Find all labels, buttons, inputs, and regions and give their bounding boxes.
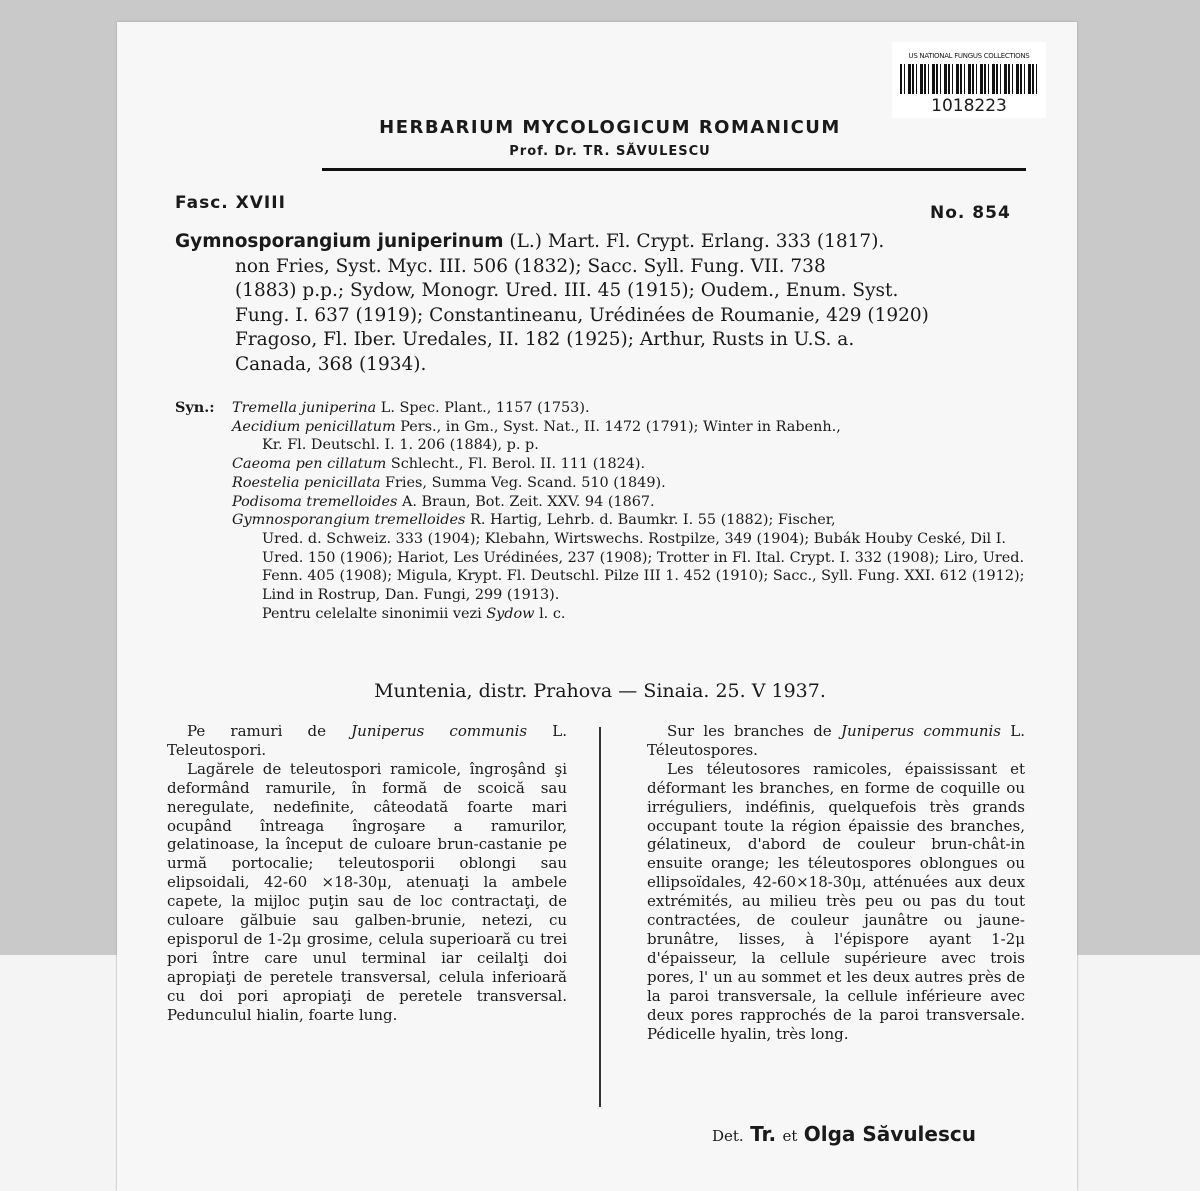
locality: Muntenia, distr. Prahova — Sinaia. 25. V 1937. xyxy=(374,680,826,702)
specimen-number: No. 854 xyxy=(930,203,1011,223)
synonym-ref: Fries, Summa Veg. Scand. 510 (1849). xyxy=(385,474,666,491)
stage: Téleutospores. xyxy=(647,740,758,759)
synonym-name: Caeoma pen cillatum xyxy=(232,456,387,473)
synonym-name: Roestelia penicillata xyxy=(232,474,381,491)
det-label: Det. xyxy=(712,1127,744,1145)
taxon-line: Fung. I. 637 (1919); Constantineanu, Urédinées de Roumanie, 429 (1920) xyxy=(235,304,929,326)
synonym-name: Aecidium penicillatum xyxy=(232,418,396,435)
synonyms-label: Syn.: xyxy=(175,399,215,416)
synonym-ref: Schlecht., Fl. Berol. II. 111 (1824). xyxy=(390,456,646,473)
taxon-line: Canada, 368 (1934). xyxy=(235,353,427,375)
barcode-number: 1018223 xyxy=(931,96,1007,116)
barcode-icon xyxy=(900,64,1038,94)
synonym-name: Tremella juniperina xyxy=(232,400,377,416)
synonym-name: Sydow xyxy=(486,605,535,622)
synonym-entry xyxy=(232,418,1027,437)
synonym-ref: A. Braun, Bot. Zeit. XXV. 94 (1867. xyxy=(401,493,655,510)
taxon-block xyxy=(175,230,1027,377)
synonym-name: Podisoma tremelloides xyxy=(232,493,398,510)
barcode-sticker xyxy=(892,42,1046,118)
synonym-ref: Pers., in Gm., Syst. Nat., II. 1472 (1791); Winter in Rabenh., xyxy=(400,418,841,435)
herbarium-subtitle: Prof. Dr. TR. SĂVULESCU xyxy=(509,144,711,159)
herbarium-title: HERBARIUM MYCOLOGICUM ROMANICUM xyxy=(379,117,841,138)
host-author: L. xyxy=(1010,722,1025,740)
determiner xyxy=(712,1122,976,1146)
synonym-ref: l. c. xyxy=(539,605,566,622)
host-name: Juniperus communis xyxy=(840,722,1002,740)
host-author: L. xyxy=(552,722,567,740)
barcode-title: US NATIONAL FUNGUS COLLECTIONS xyxy=(908,52,1030,60)
taxon-line: Fragoso, Fl. Iber. Uredales, II. 182 (1925); Arthur, Rusts in U.S. a. xyxy=(235,329,855,350)
synonym-note xyxy=(232,605,1027,624)
synonym-continuation: Kr. Fl. Deutschl. I. 1. 206 (1884), p. p. xyxy=(262,437,539,454)
synonym-continuation: Ured. d. Schweiz. 333 (1904); Klebahn, Wirtswechs. Rostpilze, 349 (1904); Bubák Houby Ceské, Dil I. Ured. 150 (1906); Hariot, Les Urédinées, 237 (1908); Trotter in Fl. Ital. Crypt. I. 332 (1908); Liro, Ured. Fenn. 405 (1908); Migula, Krypt. Fl. Deutschl. Pilze III 1. 452 (1910); Sacc., Syll. Fung. XXI. 612 (1912); Lind in Rostrup, Dan. Fungi, 299 (1913). xyxy=(262,530,1025,604)
stage: Teleutospori. xyxy=(167,740,267,759)
host-line xyxy=(647,722,1025,760)
host-line xyxy=(167,722,567,760)
synonym-ref: Pentru celelalte sinonimii vezi xyxy=(262,605,482,622)
synonym-entry xyxy=(232,493,1027,512)
taxon-line: non Fries, Syst. Myc. III. 506 (1832); Sacc. Syll. Fung. VII. 738 xyxy=(235,255,826,277)
host-intro: Sur les branches de xyxy=(667,722,832,740)
synonym-entry xyxy=(232,455,1027,474)
taxon-author: (L.) Mart. Fl. Crypt. Erlang. 333 (1817). xyxy=(509,231,885,252)
synonym-ref: R. Hartig, Lehrb. d. Baumkr. I. 55 (1882); Fischer, xyxy=(470,512,836,529)
det-name: Olga Săvulescu xyxy=(803,1122,976,1146)
french-description xyxy=(647,722,1025,1043)
det-et: et xyxy=(782,1127,798,1145)
synonym-entry xyxy=(232,399,1027,418)
taxon-line: (1883) p.p.; Sydow, Monogr. Ured. III. 45 (1915); Oudem., Enum. Syst. xyxy=(235,280,899,301)
host-intro: Pe ramuri de xyxy=(187,722,327,740)
host-name: Juniperus communis xyxy=(351,722,528,740)
column-divider xyxy=(599,727,601,1107)
header-rule xyxy=(322,168,1026,171)
description-text: Les téleutosores ramicoles, épaississant et déformant les branches, en forme de coquille ou irréguliers, indéfinis, quelquefois très grands occupant toute la région épaissie des branches, gélatineux, d'abord de couleur brun-chât-in ensuite orange; les téleutospores oblongues ou ellipsoïdales, 42-60×18-30μ, atténuées aux deux extrémités, au milieu très peu ou pas du tout contractées, de couleur jaunâtre ou jaune-brunâtre, lisses, à l'épispore ayant 1-2μ d'épaisseur, la cellule supérieure avec trois pores, l' un au sommet et les deux autres près de la paroi transversale, la cellule inférieure avec deux pores rapprochés de la paroi transversale. Pédicelle hyalin, très long. xyxy=(647,759,1025,1043)
romanian-description xyxy=(167,722,567,1025)
det-tr: Tr. xyxy=(750,1122,777,1146)
taxon-name: Gymnosporangium juniperinum xyxy=(175,231,504,252)
synonym-ref: L. Spec. Plant., 1157 (1753). xyxy=(380,400,590,416)
synonym-entry xyxy=(232,511,1027,530)
synonym-name: Gymnosporangium tremelloides xyxy=(232,512,466,529)
synonym-entry xyxy=(232,474,1027,493)
description-text: Lagărele de teleutospori ramicole, îngroşând şi deformând ramurile, în formă de scoică sau neregulate, nedefinite, câteodată foarte mari ocupând întreaga îngroşare a ramurilor, gelatinoase, la început de culoare brun-castanie pe urmă portocalie; teleutosporii oblongi sau elipsoidali, 42-60 ×18-30μ, atenuaţi la ambele capete, la mijloc puţin sau de loc contractaţi, de culoare gălbuie sau galben-brunie, netezi, cu episporul de 1-2μ grosime, celula superioară cu trei pori între care unul terminal iar ceilalţi doi apropiaţi de peretele transversal, celula inferioară cu doi pori apropiaţi de peretele transversal. Pedunculul hialin, foarte lung. xyxy=(167,759,567,1024)
fascicle: Fasc. XVIII xyxy=(175,193,286,213)
